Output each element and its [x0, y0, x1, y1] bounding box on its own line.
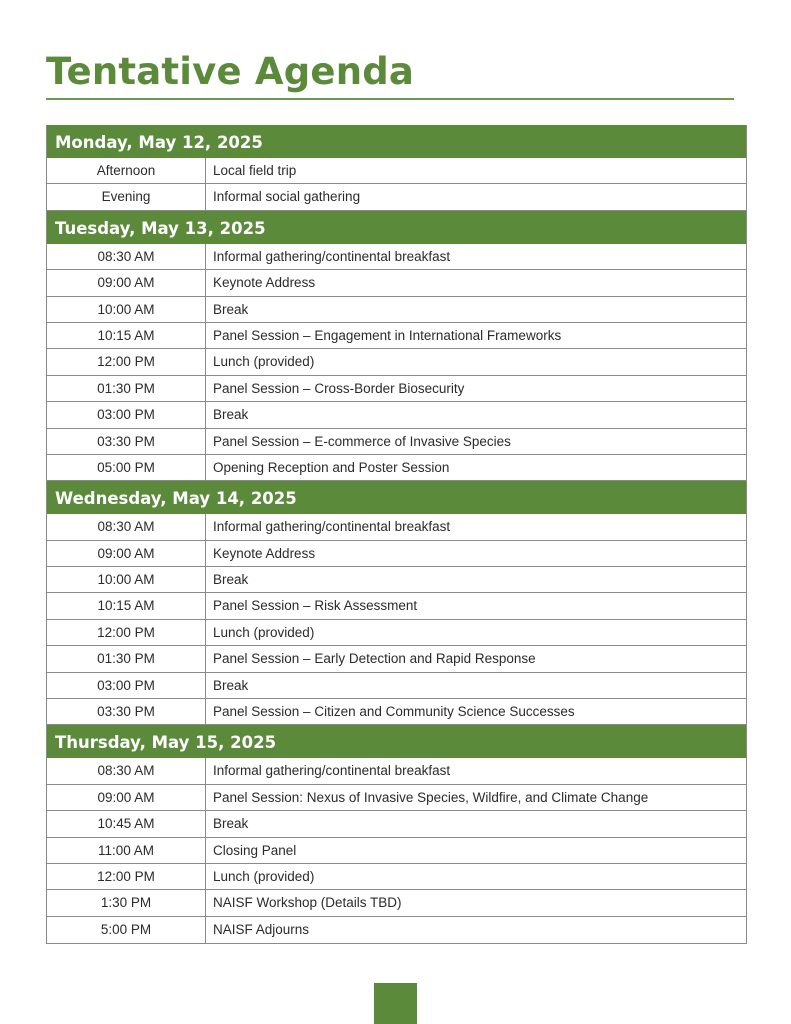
agenda-event: Informal social gathering — [213, 189, 361, 205]
agenda-row — [47, 297, 746, 323]
agenda-time: 08:30 AM — [47, 758, 206, 783]
agenda-event: Panel Session – Early Detection and Rapid Response — [213, 651, 536, 667]
agenda-event: Break — [213, 677, 249, 693]
agenda-row — [47, 593, 746, 619]
agenda-time: 10:45 AM — [47, 811, 206, 836]
agenda-row — [47, 917, 746, 943]
agenda-event: Lunch (provided) — [213, 624, 315, 640]
agenda-event: Lunch (provided) — [213, 354, 315, 370]
title-divider — [46, 98, 734, 100]
day-header: Tuesday, May 13, 2025 — [47, 211, 746, 244]
page-title: Tentative Agenda — [46, 50, 415, 93]
agenda-row — [47, 158, 746, 184]
agenda-event: NAISF Workshop (Details TBD) — [213, 895, 402, 911]
agenda-event: Lunch (provided) — [213, 868, 315, 884]
agenda-row — [47, 699, 746, 725]
agenda-time: 01:30 PM — [47, 646, 206, 671]
agenda-row — [47, 244, 746, 270]
agenda-event: Panel Session: Nexus of Invasive Species, Wildfire, and Climate Change — [213, 789, 649, 805]
agenda-time: 10:15 AM — [47, 593, 206, 618]
agenda-event: Panel Session – Citizen and Community Science Successes — [213, 704, 575, 720]
agenda-time: 05:00 PM — [47, 455, 206, 480]
agenda-event: Keynote Address — [213, 275, 316, 291]
agenda-row — [47, 514, 746, 540]
agenda-row — [47, 323, 746, 349]
agenda-time: 03:30 PM — [47, 429, 206, 454]
agenda-time: 12:00 PM — [47, 620, 206, 645]
agenda-time: 11:00 AM — [47, 838, 206, 863]
agenda-event: Break — [213, 301, 249, 317]
agenda-row — [47, 567, 746, 593]
agenda-row — [47, 402, 746, 428]
agenda-event: Opening Reception and Poster Session — [213, 459, 450, 475]
agenda-event: NAISF Adjourns — [213, 921, 310, 937]
agenda-time: 10:15 AM — [47, 323, 206, 348]
agenda-row — [47, 758, 746, 784]
agenda-row — [47, 376, 746, 402]
agenda-time: 12:00 PM — [47, 864, 206, 889]
agenda-event: Informal gathering/continental breakfast — [213, 248, 451, 264]
agenda-time: Evening — [47, 184, 206, 209]
agenda-event: Break — [213, 816, 249, 832]
agenda-row — [47, 864, 746, 890]
agenda-row — [47, 429, 746, 455]
agenda-time: 08:30 AM — [47, 514, 206, 539]
day-header: Wednesday, May 14, 2025 — [47, 481, 746, 514]
agenda-time: Afternoon — [47, 158, 206, 183]
agenda-event: Informal gathering/continental breakfast — [213, 763, 451, 779]
agenda-event: Panel Session – Cross-Border Biosecurity — [213, 380, 465, 396]
footer-accent-block — [374, 983, 417, 1024]
agenda-table — [46, 125, 747, 944]
agenda-row — [47, 890, 746, 916]
agenda-event: Break — [213, 572, 249, 588]
agenda-row — [47, 455, 746, 481]
agenda-event: Informal gathering/continental breakfast — [213, 519, 451, 535]
agenda-event: Local field trip — [213, 163, 297, 178]
agenda-row — [47, 646, 746, 672]
agenda-row — [47, 673, 746, 699]
agenda-time: 12:00 PM — [47, 349, 206, 374]
agenda-event: Panel Session – Risk Assessment — [213, 598, 418, 614]
day-header: Monday, May 12, 2025 — [47, 125, 746, 158]
agenda-event: Break — [213, 407, 249, 423]
agenda-time: 1:30 PM — [47, 890, 206, 915]
agenda-time: 08:30 AM — [47, 244, 206, 269]
agenda-time: 01:30 PM — [47, 376, 206, 401]
agenda-time: 03:00 PM — [47, 402, 206, 427]
agenda-row — [47, 785, 746, 811]
day-header: Thursday, May 15, 2025 — [47, 725, 746, 758]
agenda-event: Keynote Address — [213, 545, 316, 561]
agenda-time: 03:30 PM — [47, 699, 206, 724]
agenda-event: Panel Session – E-commerce of Invasive Species — [213, 433, 511, 449]
agenda-time: 09:00 AM — [47, 785, 206, 810]
agenda-event: Closing Panel — [213, 842, 297, 858]
agenda-time: 10:00 AM — [47, 567, 206, 592]
agenda-time: 10:00 AM — [47, 297, 206, 322]
agenda-time: 03:00 PM — [47, 673, 206, 698]
agenda-row — [47, 811, 746, 837]
agenda-row — [47, 620, 746, 646]
agenda-time: 5:00 PM — [47, 917, 206, 943]
agenda-row — [47, 270, 746, 296]
agenda-row — [47, 349, 746, 375]
agenda-row — [47, 541, 746, 567]
agenda-time: 09:00 AM — [47, 541, 206, 566]
agenda-row — [47, 184, 746, 210]
agenda-event: Panel Session – Engagement in International Frameworks — [213, 327, 562, 343]
agenda-time: 09:00 AM — [47, 270, 206, 295]
agenda-row — [47, 838, 746, 864]
